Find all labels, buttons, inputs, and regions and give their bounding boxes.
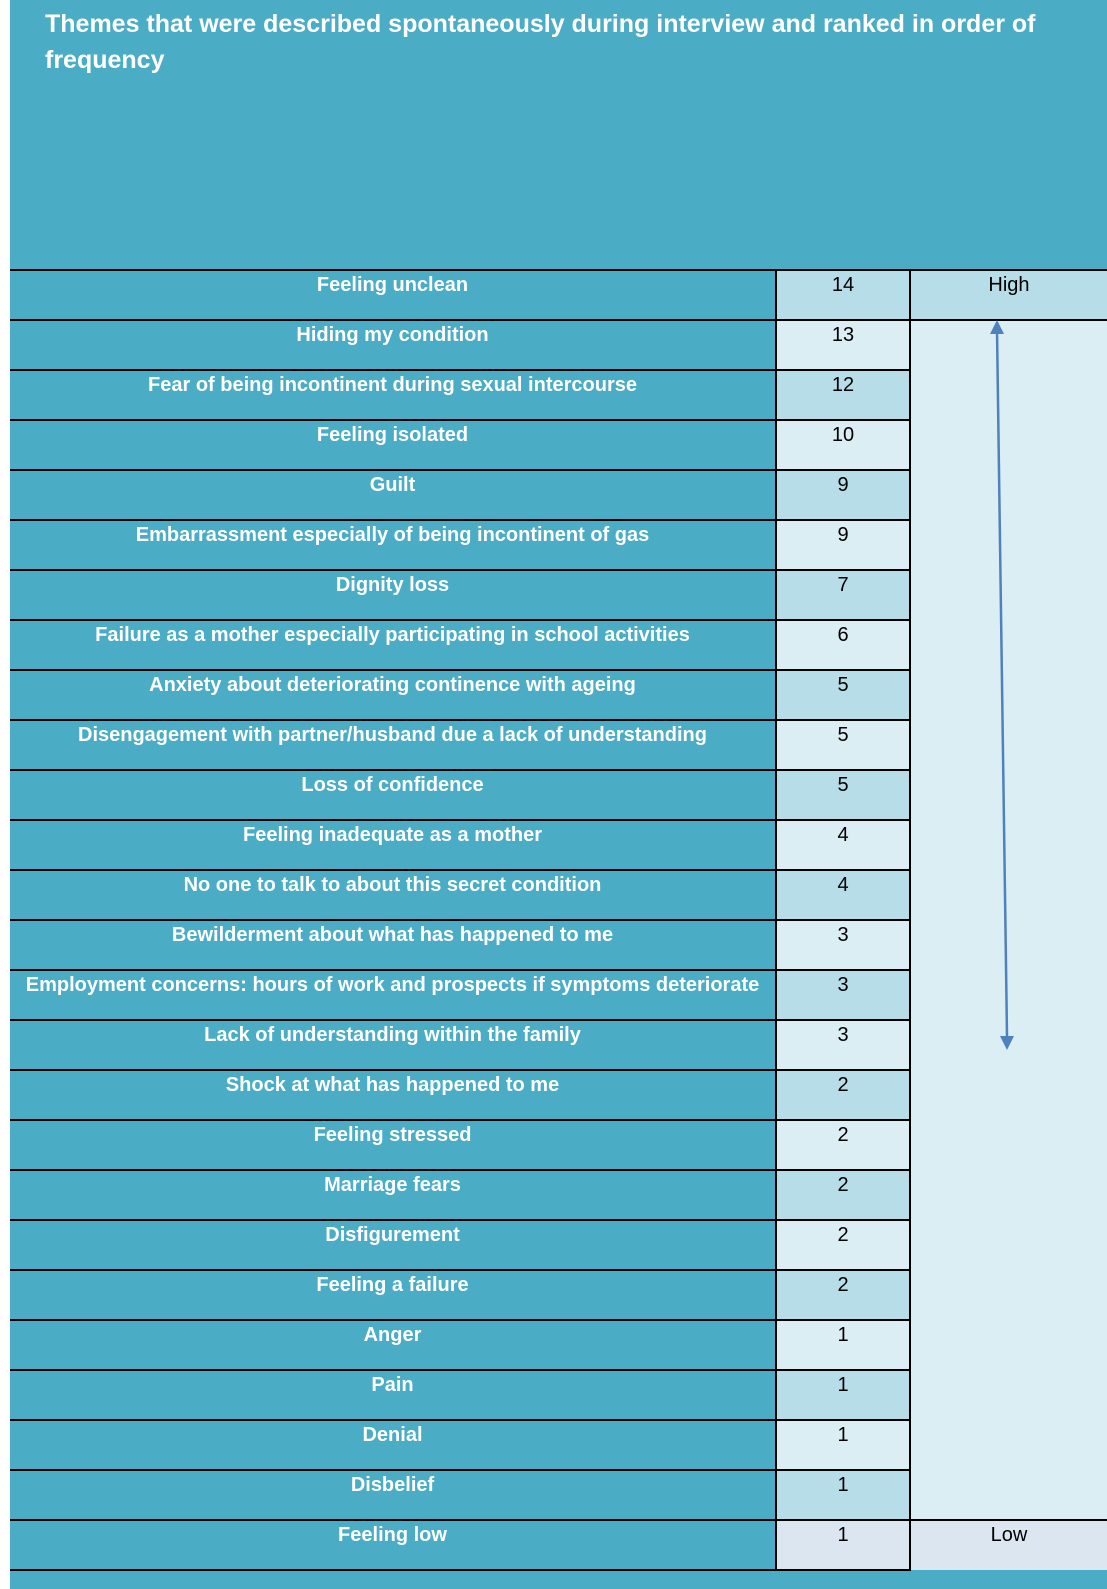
theme-count: 3 (776, 970, 910, 1020)
table-row (10, 1520, 1107, 1570)
theme-label: Disfigurement (10, 1220, 776, 1270)
theme-label: Disbelief (10, 1470, 776, 1520)
table-row (10, 1370, 1107, 1420)
scale-cell (910, 1320, 1107, 1370)
theme-label: Disengagement with partner/husband due a lack of understanding (10, 720, 776, 770)
scale-cell (910, 1470, 1107, 1520)
theme-label: Feeling isolated (10, 420, 776, 470)
theme-label: Shock at what has happened to me (10, 1070, 776, 1120)
scale-cell (910, 1070, 1107, 1120)
theme-count: 2 (776, 1170, 910, 1220)
table-row (10, 370, 1107, 420)
theme-count: 5 (776, 720, 910, 770)
scale-cell (910, 1220, 1107, 1270)
theme-count: 10 (776, 420, 910, 470)
theme-count: 4 (776, 870, 910, 920)
theme-count: 7 (776, 570, 910, 620)
theme-count: 1 (776, 1520, 910, 1570)
double-headed-arrow-icon (990, 320, 1020, 1050)
theme-count: 12 (776, 370, 910, 420)
table-row (10, 320, 1107, 370)
theme-count: 9 (776, 470, 910, 520)
table-title: Themes that were described spontaneously during interview and ranked in order of frequency (45, 10, 1036, 74)
theme-label: Guilt (10, 470, 776, 520)
theme-count: 5 (776, 770, 910, 820)
theme-count: 4 (776, 820, 910, 870)
scale-cell (910, 1370, 1107, 1420)
theme-label: Hiding my condition (10, 320, 776, 370)
table-row (10, 520, 1107, 570)
themes-sheet (10, 0, 1107, 1589)
theme-count: 1 (776, 1420, 910, 1470)
table-row (10, 270, 1107, 320)
table-row (10, 1170, 1107, 1220)
table-row (10, 470, 1107, 520)
theme-label: Bewilderment about what has happened to me (10, 920, 776, 970)
theme-label: Failure as a mother especially participating in school activities (10, 620, 776, 670)
theme-label: Fear of being incontinent during sexual intercourse (10, 370, 776, 420)
theme-label: Loss of confidence (10, 770, 776, 820)
theme-count: 13 (776, 320, 910, 370)
theme-count: 9 (776, 520, 910, 570)
table-row (10, 820, 1107, 870)
scale-cell (910, 1270, 1107, 1320)
theme-count: 1 (776, 1370, 910, 1420)
table-row (10, 1020, 1107, 1070)
scale-cell (910, 1120, 1107, 1170)
scale-high-label: High (910, 270, 1107, 320)
scale-low-label: Low (910, 1520, 1107, 1570)
theme-label: Feeling low (10, 1520, 776, 1570)
theme-label: No one to talk to about this secret condition (10, 870, 776, 920)
theme-count: 2 (776, 1220, 910, 1270)
table-row (10, 770, 1107, 820)
theme-count: 5 (776, 670, 910, 720)
theme-label: Marriage fears (10, 1170, 776, 1220)
table-row (10, 1320, 1107, 1370)
table-row (10, 1420, 1107, 1470)
theme-count: 1 (776, 1470, 910, 1520)
theme-label: Feeling inadequate as a mother (10, 820, 776, 870)
table-row (10, 670, 1107, 720)
theme-label: Embarrassment especially of being incontinent of gas (10, 520, 776, 570)
theme-count: 3 (776, 920, 910, 970)
theme-label: Employment concerns: hours of work and prospects if symptoms deteriorate (10, 970, 776, 1020)
theme-label: Lack of understanding within the family (10, 1020, 776, 1070)
table-row (10, 620, 1107, 670)
theme-count: 2 (776, 1270, 910, 1320)
table-row (10, 1070, 1107, 1120)
table-row (10, 570, 1107, 620)
table-row (10, 1220, 1107, 1270)
theme-count: 2 (776, 1120, 910, 1170)
theme-label: Pain (10, 1370, 776, 1420)
scale-cell (910, 1170, 1107, 1220)
theme-label: Anger (10, 1320, 776, 1370)
themes-table (10, 269, 1107, 1571)
theme-label: Feeling stressed (10, 1120, 776, 1170)
table-row (10, 920, 1107, 970)
table-row (10, 720, 1107, 770)
theme-label: Dignity loss (10, 570, 776, 620)
theme-label: Feeling a failure (10, 1270, 776, 1320)
theme-count: 2 (776, 1070, 910, 1120)
theme-label: Denial (10, 1420, 776, 1470)
theme-count: 1 (776, 1320, 910, 1370)
table-row (10, 1470, 1107, 1520)
table-row (10, 420, 1107, 470)
scale-cell (910, 1420, 1107, 1470)
table-row (10, 870, 1107, 920)
theme-label: Anxiety about deteriorating continence with ageing (10, 670, 776, 720)
table-row (10, 1270, 1107, 1320)
theme-count: 6 (776, 620, 910, 670)
theme-count: 3 (776, 1020, 910, 1070)
theme-label: Feeling unclean (10, 270, 776, 320)
table-row (10, 1120, 1107, 1170)
theme-count: 14 (776, 270, 910, 320)
table-row (10, 970, 1107, 1020)
